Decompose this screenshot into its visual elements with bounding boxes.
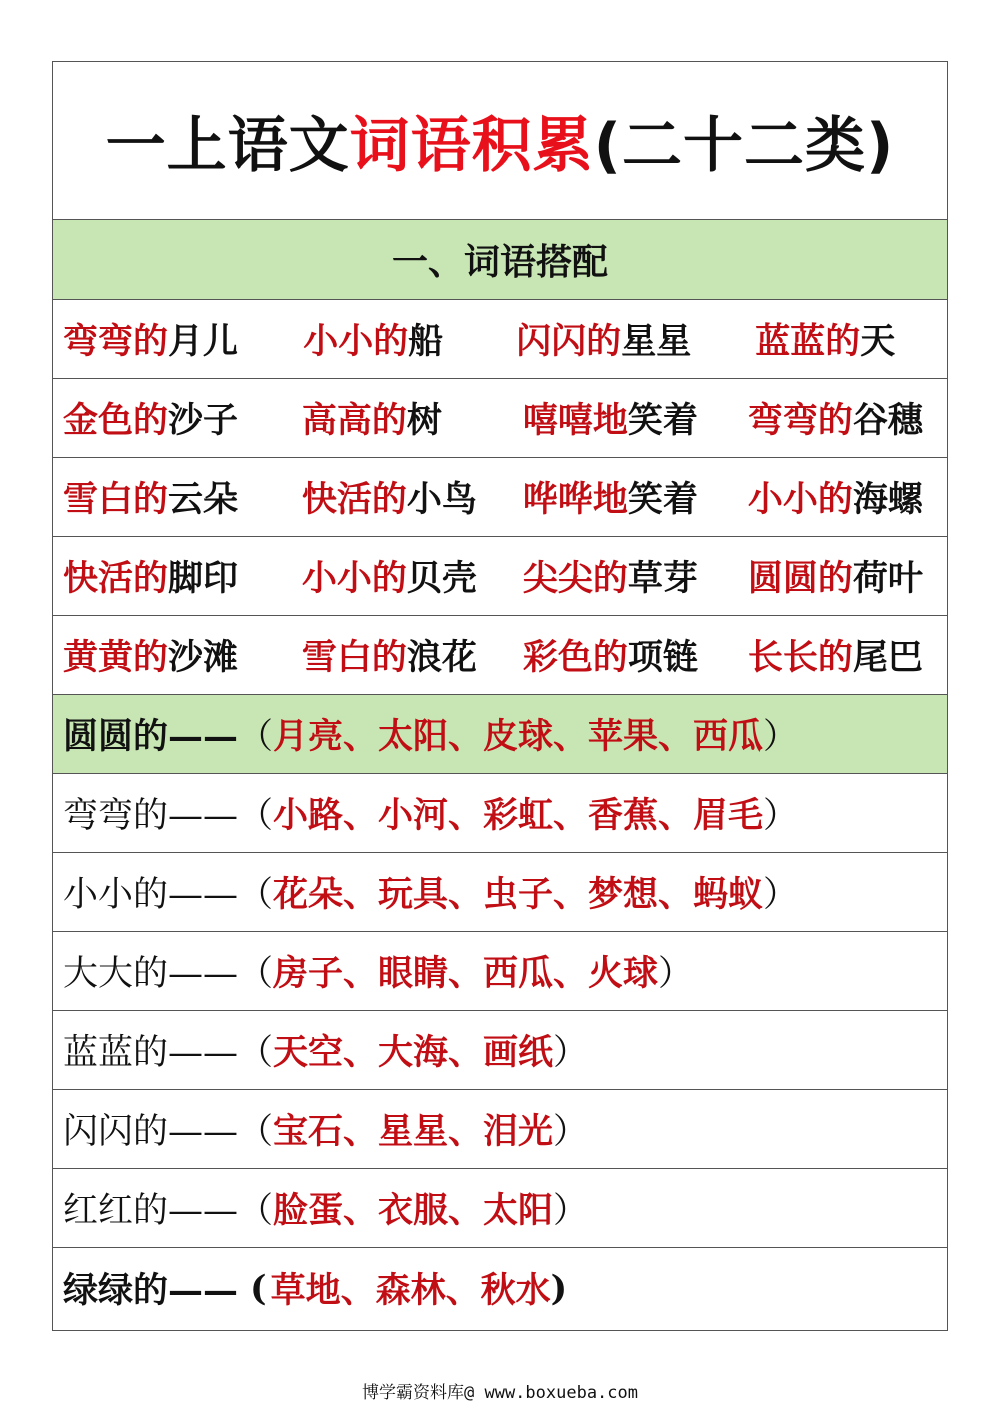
list-paren-close: ）: [658, 954, 694, 994]
list-lead: 弯弯的——: [63, 796, 239, 836]
list-paren-close: ）: [763, 796, 799, 836]
title-row: [53, 62, 947, 220]
pair-adj: 雪白的: [63, 479, 169, 520]
pair-row: [53, 379, 947, 458]
pair-row: [53, 537, 947, 616]
pair-cell: [293, 314, 514, 364]
pair-noun: 沙滩: [168, 637, 239, 678]
pair-cell: [521, 393, 742, 443]
pair-noun: 浪花: [406, 637, 477, 678]
pair-adj: 彩色的: [522, 637, 628, 678]
pair-cell: [302, 630, 521, 680]
pair-adj: 黄黄的: [63, 637, 169, 678]
pair-noun: 草芽: [627, 558, 698, 599]
pair-cell: [742, 630, 947, 680]
list-paren-close: ）: [553, 1191, 589, 1231]
list-items: 小路、小河、彩虹、香蕉、眉毛: [273, 795, 764, 836]
pair-adj: 闪闪的: [516, 321, 622, 362]
list-paren-close: ): [550, 1267, 568, 1309]
pair-adj: 雪白的: [301, 637, 407, 678]
list-row: [53, 695, 947, 774]
pair-cell: [63, 551, 302, 601]
pair-adj: 小小的: [747, 479, 853, 520]
pair-noun: 海螺: [852, 479, 923, 520]
pair-adj: 小小的: [301, 558, 407, 599]
list-lead: 大大的——: [63, 954, 239, 994]
pair-noun: 项链: [627, 637, 698, 678]
list-paren-close: ）: [763, 875, 799, 915]
pair-noun: 荷叶: [852, 558, 923, 599]
list-row: [53, 1248, 947, 1328]
list-row: [53, 1090, 947, 1169]
list-lead: 绿绿的——: [63, 1270, 239, 1311]
pair-cell: [521, 551, 742, 601]
pair-cell: [521, 630, 742, 680]
list-paren-open: （: [238, 1033, 274, 1073]
pair-adj: 金色的: [63, 400, 169, 441]
pair-cell: [514, 314, 727, 364]
pair-adj: 长长的: [747, 637, 853, 678]
pair-noun: 笑着: [627, 400, 698, 441]
list-row: [53, 853, 947, 932]
pair-adj: 弯弯的: [63, 321, 169, 362]
list-paren-open: （: [238, 796, 274, 836]
list-paren-open: （: [238, 1112, 274, 1152]
list-lead: 圆圆的——: [63, 716, 239, 757]
list-items: 房子、眼睛、西瓜、火球: [273, 953, 659, 994]
pair-noun: 脚印: [168, 558, 239, 599]
pair-noun: 船: [408, 321, 444, 362]
pair-adj: 快活的: [301, 479, 407, 520]
list-paren-open: （: [238, 717, 274, 757]
list-items: 宝石、星星、泪光: [273, 1111, 554, 1152]
list-paren-open: （: [238, 875, 274, 915]
list-items: 天空、大海、画纸: [273, 1032, 554, 1073]
pair-cell: [727, 314, 947, 364]
pair-row: [53, 458, 947, 537]
page-title: [106, 98, 895, 184]
pair-cell: [302, 472, 521, 522]
list-items: 花朵、玩具、虫子、梦想、蚂蚁: [273, 874, 764, 915]
list-paren-close: ）: [553, 1033, 589, 1073]
pair-cell: [742, 551, 947, 601]
list-paren-close: ）: [553, 1112, 589, 1152]
footer-watermark: 博学霸资料库@ www.boxueba.com: [362, 1383, 638, 1403]
list-lead: 蓝蓝的——: [63, 1033, 239, 1073]
pair-cell: [742, 393, 947, 443]
list-paren-open: （: [238, 954, 274, 994]
pair-noun: 贝壳: [406, 558, 477, 599]
pair-cell: [521, 472, 742, 522]
pair-adj: 蓝蓝的: [755, 321, 861, 362]
pair-cell: [742, 472, 947, 522]
list-paren-close: ）: [763, 717, 799, 757]
list-row: [53, 1011, 947, 1090]
list-row: [53, 1169, 947, 1248]
pair-adj: 哗哗地: [522, 479, 628, 520]
pair-adj: 快活的: [63, 558, 169, 599]
pair-cell: [63, 314, 293, 364]
pair-noun: 云朵: [168, 479, 239, 520]
pair-adj: 弯弯的: [747, 400, 853, 441]
title-prefix: 一上语文: [105, 110, 350, 181]
pair-noun: 谷穗: [852, 400, 923, 441]
pair-cell: [302, 551, 521, 601]
pair-adj: 圆圆的: [747, 558, 853, 599]
pair-adj: 高高的: [301, 400, 407, 441]
list-row: [53, 774, 947, 853]
pair-noun: 树: [406, 400, 442, 441]
list-lead: 闪闪的——: [63, 1112, 239, 1152]
pair-noun: 沙子: [168, 400, 239, 441]
list-paren-open: (: [250, 1267, 267, 1309]
pair-cell: [63, 630, 302, 680]
list-items: 脸蛋、衣服、太阳: [273, 1190, 554, 1231]
pair-cell: [302, 393, 521, 443]
title-highlight: 词语积累: [349, 110, 594, 181]
pair-noun: 天: [860, 321, 896, 362]
list-items: 草地、森林、秋水: [270, 1270, 551, 1311]
pair-row: [53, 300, 947, 379]
list-items: 月亮、太阳、皮球、苹果、西瓜: [273, 716, 764, 757]
list-row: [53, 932, 947, 1011]
list-paren-open: （: [238, 1191, 274, 1231]
pair-adj: 尖尖的: [522, 558, 628, 599]
title-suffix: (二十二类): [593, 110, 895, 181]
list-lead: 红红的——: [63, 1191, 239, 1231]
pair-noun: 小鸟: [406, 479, 477, 520]
pair-cell: [63, 393, 302, 443]
pair-noun: 月儿: [168, 321, 239, 362]
pair-noun: 笑着: [627, 479, 698, 520]
list-lead: 小小的——: [63, 875, 239, 915]
pair-noun: 尾巴: [852, 637, 923, 678]
pair-noun: 星星: [621, 321, 692, 362]
worksheet: [52, 61, 948, 1331]
pair-adj: 嘻嘻地: [522, 400, 628, 441]
pair-adj: 小小的: [303, 321, 409, 362]
pair-row: [53, 616, 947, 695]
section-heading: 一、词语搭配: [53, 220, 947, 300]
pair-cell: [63, 472, 302, 522]
